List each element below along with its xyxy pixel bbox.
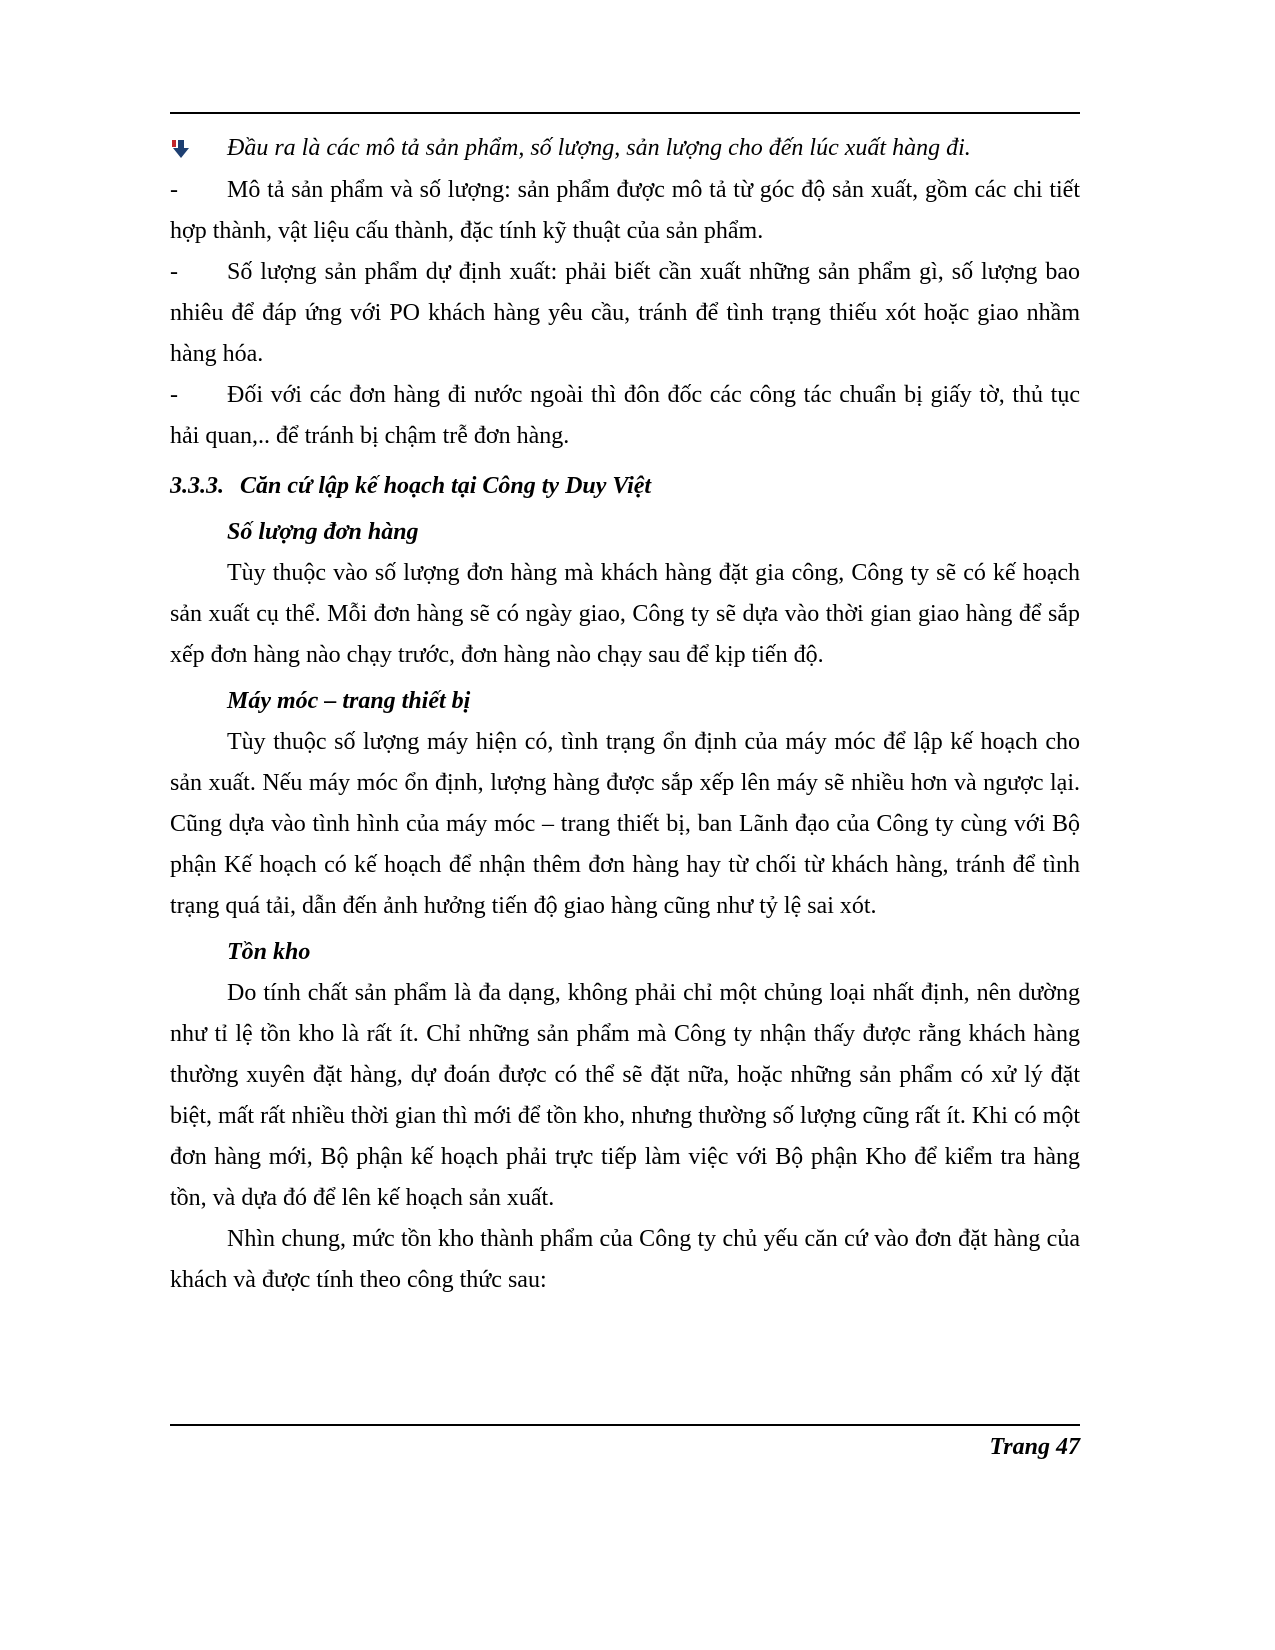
paragraph: Tùy thuộc vào số lượng đơn hàng mà khách hàng đặt gia công, Công ty sẽ có kế hoạch sản xuất cụ thể. Mỗi đơn hàng sẽ có ngày giao, Công ty sẽ dựa vào thời gian giao hàng để sắp xếp đơn hàng nào chạy trước, đơn hàng nào chạy sau để kịp tiến độ. [170, 559, 1080, 668]
paragraph: Do tính chất sản phẩm là đa dạng, không phải chỉ một chủng loại nhất định, nên dường như tỉ lệ tồn kho là rất ít. Chỉ những sản phẩm mà Công ty nhận thấy được rằng khách hàng thường xuyên đặt hàng, dự đoán được có thể sẽ đặt nữa, hoặc những sản phẩm có xử lý đặt biệt, mất rất nhiều thời gian thì mới để tồn kho, nhưng thường số lượng cũng rất ít. Khi có một đơn hàng mới, Bộ phận kế hoạch phải trực tiếp làm việc với Bộ phận Kho để kiểm tra hàng tồn, và dựa đó để lên kế hoạch sản xuất. [170, 979, 1080, 1211]
page-content [170, 112, 1080, 1301]
page-footer [170, 1424, 1080, 1464]
dash-glyph: - [170, 258, 178, 285]
dash-item [170, 252, 1080, 375]
dash-glyph: - [170, 176, 178, 203]
page-number: Trang 47 [989, 1434, 1080, 1460]
header-divider [170, 112, 1080, 114]
dash-item-text: Đối với các đơn hàng đi nước ngoài thì đôn đốc các công tác chuẩn bị giấy tờ, thủ tục hải quan,.. để tránh bị chậm trễ đơn hàng. [170, 381, 1080, 449]
subsection-title: Tồn kho [227, 938, 311, 965]
dash-item-text: Số lượng sản phẩm dự định xuất: phải biết cần xuất những sản phẩm gì, số lượng bao nhiêu để đáp ứng với PO khách hàng yêu cầu, tránh để tình trạng thiếu xót hoặc giao nhầm hàng hóa. [170, 258, 1080, 367]
dash-item [170, 170, 1080, 252]
section-heading [170, 466, 1080, 507]
dash-item [170, 375, 1080, 457]
dash-glyph: - [170, 381, 178, 408]
subsection-title: Số lượng đơn hàng [227, 518, 419, 545]
subsection-title: Máy móc – trang thiết bị [227, 687, 471, 714]
bullet-item-text: Đầu ra là các mô tả sản phẩm, số lượng, sản lượng cho đến lúc xuất hàng đi. [227, 135, 971, 161]
body-text [170, 128, 1080, 1301]
paragraph: Nhìn chung, mức tồn kho thành phẩm của Công ty chủ yếu căn cứ vào đơn đặt hàng của khách và được tính theo công thức sau: [170, 1225, 1080, 1293]
paragraph: Tùy thuộc số lượng máy hiện có, tình trạng ổn định của máy móc để lập kế hoạch cho sản xuất. Nếu máy móc ổn định, lượng hàng được sắp xếp lên máy sẽ nhiều hơn và ngược lại. Cũng dựa vào tình hình của máy móc – trang thiết bị, ban Lãnh đạo của Công ty cùng với Bộ phận Kế hoạch có kế hoạch để nhận thêm đơn hàng hay từ chối từ khách hàng, tránh để tình trạng quá tải, dẫn đến ảnh hưởng tiến độ giao hàng cũng như tỷ lệ sai xót. [170, 728, 1080, 919]
bullet-item [170, 128, 1080, 170]
heading-number: 3.3.3. [170, 472, 224, 499]
footer-divider [170, 1424, 1080, 1426]
dash-item-text: Mô tả sản phẩm và số lượng: sản phẩm được mô tả từ góc độ sản xuất, gồm các chi tiết hợp thành, vật liệu cấu thành, đặc tính kỹ thuật của sản phẩm. [170, 176, 1080, 244]
arrow-bullet-icon [170, 129, 227, 170]
heading-title: Căn cứ lập kế hoạch tại Công ty Duy Việt [240, 472, 652, 499]
